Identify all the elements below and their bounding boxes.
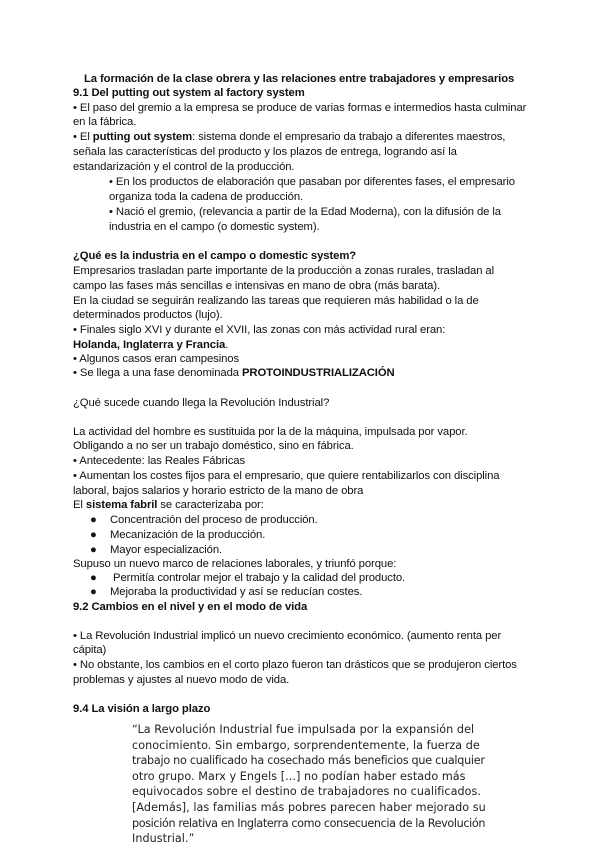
- domestic-system-heading: ¿Qué es la industria en el campo o domestic system?: [73, 250, 357, 262]
- paragraph-line: En la ciudad se seguirán realizando las tareas que requieren más habilidad o la de: [73, 295, 479, 307]
- paragraph-line: • Aumentan los costes fijos para el empresario, que quiere rentabilizarlos con disciplina: [73, 470, 500, 482]
- quote-line: otro grupo. Marx y Engels [...] no podían haber estado más: [132, 769, 466, 783]
- bullet-dot: ●: [90, 544, 97, 556]
- list-item-text: Mejoraba la productividad y así se reducían costes.: [110, 586, 363, 598]
- section-9-2-heading: 9.2 Cambios en el nivel y en el modo de vida: [73, 601, 308, 613]
- paragraph-line: • Finales siglo XVI y durante el XVII, las zonas con más actividad rural eran:: [73, 324, 446, 336]
- text-run: .: [225, 339, 229, 351]
- paragraph-line: cápita): [73, 644, 107, 656]
- paragraph-line: [73, 338, 228, 352]
- paragraph-line: señala las características del producto y los plazos de entrega, logrando así la: [73, 146, 457, 158]
- list-item: [90, 513, 318, 527]
- quote-line: [Además], las familias más pobres parecen haber mejorado su: [132, 800, 486, 814]
- list-item: [90, 543, 222, 557]
- list-item-text: Permitía controlar mejor el trabajo y la calidad del producto.: [110, 572, 406, 584]
- text-run: • El: [73, 131, 93, 143]
- list-item-text: Mayor especialización.: [110, 544, 223, 556]
- paragraph-line: [73, 130, 505, 144]
- paragraph-line: • El paso del gremio a la empresa se produce de varias formas e intermedios hasta culminar: [73, 102, 527, 114]
- bullet-dot: ●: [90, 572, 97, 584]
- text-run: : sistema donde el empresario da trabajo a diferentes maestros,: [192, 131, 506, 143]
- sub-bullet-line: industria en el campo (o domestic system).: [109, 221, 320, 233]
- bold-term: putting out system: [92, 131, 193, 143]
- paragraph-line: • Algunos casos eran campesinos: [73, 353, 240, 365]
- list-item: [90, 571, 405, 585]
- sub-bullet-line: organiza toda la cadena de producción.: [109, 191, 304, 203]
- list-item: [90, 585, 362, 599]
- paragraph-line: campo las fases más sencillas e intensivas en mano de obra (más barata).: [73, 280, 441, 292]
- sub-bullet-line: • Nació el gremio, (relevancia a partir de la Edad Moderna), con la difusión de la: [109, 206, 501, 218]
- text-run: se caracterizaba por:: [157, 499, 264, 511]
- revolution-question: ¿Qué sucede cuando llega la Revolución Industrial?: [73, 397, 330, 409]
- paragraph-line: Empresarios trasladan parte importante de la producción a zonas rurales, trasladan al: [73, 265, 495, 277]
- quote-line: “La Revolución Industrial fue impulsada por la expansión del: [132, 723, 475, 736]
- text-run: El: [73, 499, 86, 511]
- paragraph-line: La actividad del hombre es sustituida por la de la máquina, impulsada por vapor.: [73, 426, 468, 438]
- paragraph-line: Obligando a no ser un trabajo doméstico, sino en fábrica.: [73, 440, 354, 452]
- bold-term: Holanda, Inglaterra y Francia: [73, 339, 226, 351]
- paragraph-line: • La Revolución Industrial implicó un nuevo crecimiento económico. (aumento renta per: [73, 630, 502, 642]
- quote-line: trabajo no cualificado ha cosechado más beneficios que cualquier: [132, 754, 485, 768]
- quote-block: [132, 722, 488, 847]
- list-item-text: Concentración del proceso de producción.: [110, 514, 318, 526]
- quote-line: conocimiento. Sin embargo, sorprendentemente, la fuerza de: [132, 738, 480, 752]
- paragraph-line: Supuso un nuevo marco de relaciones laborales, y triunfó porque:: [73, 558, 397, 570]
- paragraph-line: laboral, bajos salarios y horario estricto de la mano de obra: [73, 485, 364, 497]
- sub-bullet-line: • En los productos de elaboración que pasaban por diferentes fases, el empresario: [109, 176, 515, 188]
- paragraph-line: • No obstante, los cambios en el corto plazo fueron tan drásticos que se produjeron ciertos: [73, 659, 517, 671]
- paragraph-line: determinados productos (lujo).: [73, 309, 223, 321]
- paragraph-line: problemas y ajustes al nuevo modo de vida.: [73, 674, 290, 686]
- bullet-dot: ●: [90, 514, 97, 526]
- quote-line: equivocados sobre el destino de trabajadores no cualificados.: [132, 785, 482, 799]
- list-item: [90, 528, 265, 542]
- bullet-dot: ●: [90, 529, 97, 541]
- bold-term: PROTOINDUSTRIALIZACIÓN: [241, 367, 395, 379]
- paragraph-line: en la fábrica.: [73, 116, 137, 128]
- section-9-1-heading: 9.1 Del putting out system al factory system: [73, 87, 305, 99]
- list-item-text: Mecanización de la producción.: [110, 529, 266, 541]
- paragraph-line: [73, 498, 264, 512]
- text-run: • Se llega a una fase denominada: [73, 367, 242, 379]
- paragraph-line: • Antecedente: las Reales Fábricas: [73, 455, 245, 467]
- document-title: La formación de la clase obrera y las relaciones entre trabajadores y empresarios: [84, 73, 515, 85]
- bullet-dot: ●: [90, 586, 97, 598]
- paragraph-line: [73, 366, 395, 380]
- quote-line: posición relativa en Inglaterra como consecuencia de la Revolución: [132, 816, 486, 830]
- bold-term: sistema fabril: [85, 499, 158, 511]
- paragraph-line: estandarización y el control de la producción.: [73, 161, 295, 173]
- section-9-4-heading: 9.4 La visión a largo plazo: [73, 703, 211, 715]
- quote-line: Industrial.”: [132, 832, 195, 846]
